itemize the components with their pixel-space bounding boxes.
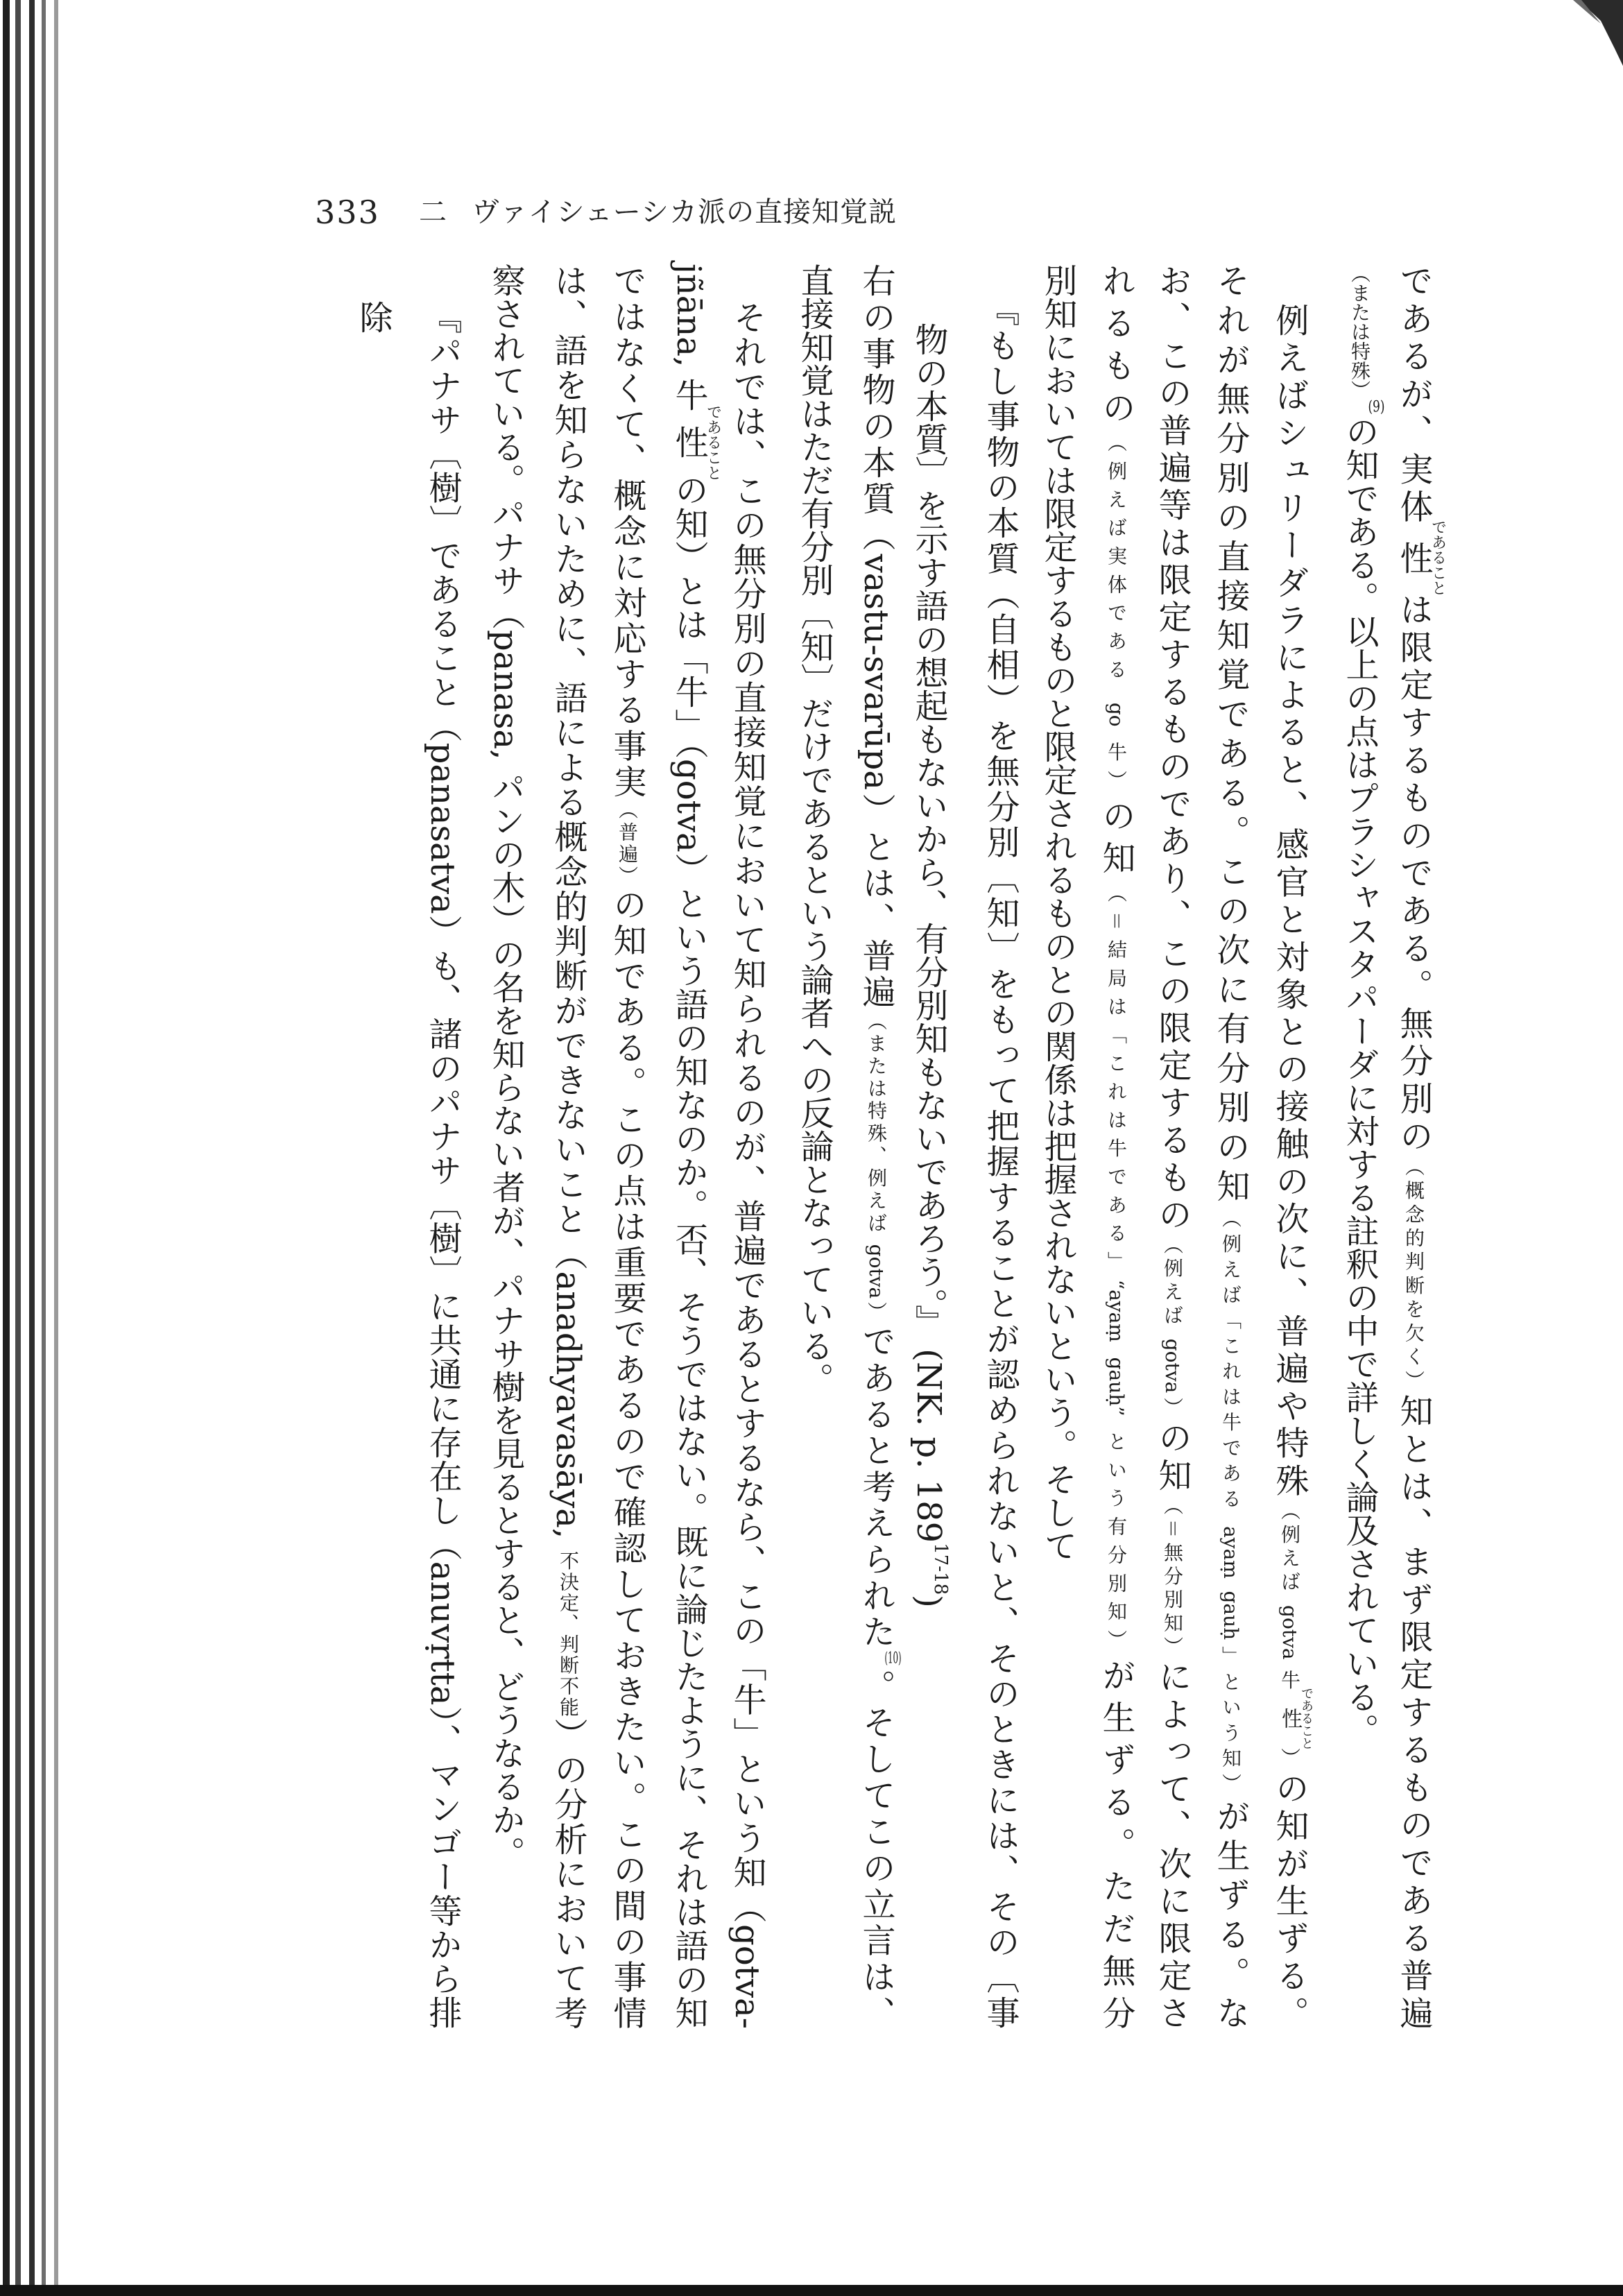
body-text: (NK. p. 189 [909,1338,948,1543]
body-text: は限定するものである。無分別の [1394,588,1433,1157]
superscript-line-range: 17-18 [930,1543,951,1595]
body-text: jñāna, 牛 [669,264,708,412]
inline-annotation: 不決定、判断不能 [557,1550,580,1718]
ruby-base: 性 [1394,519,1433,596]
inline-annotation: （普遍） [616,800,639,888]
body-text: が生ずる。ただ無分 [1097,1658,1135,2030]
inline-annotation: （例えば実体である go 牛） [1105,432,1128,799]
body-text: であると考えられた [857,1323,895,1651]
text-column [841,264,911,2029]
body-text: によって、次に限定さ [1153,1659,1192,2030]
body-text: の知である。以上の点はプラシャスタパーダに対する註釈の中で詳しく論及されている。 [1340,415,1379,1747]
text-column [654,264,723,2029]
text-column [533,264,603,2029]
ruby-base: 性 [669,404,708,481]
ruby-gloss [1394,519,1447,596]
note-reference: (10) [884,1650,902,1666]
body-text: が生ずる。な [1211,1799,1250,2030]
text-column [471,264,540,2029]
body-text: 。そしてこの立言は、 [857,1669,895,2030]
body-text: 別知においては限定するものと限定されるものとの関係は把握されないという。そして [1038,264,1077,1562]
body-text: 例えばシュリーダラによると、感官と対象との接触の次に、普遍や特殊 [1270,303,1309,1501]
body-text: ) [909,1595,948,1608]
body-text: 直接知覚はただ有分別〔知〕だけであるという論者への反論となっている。 [795,264,834,1396]
inline-annotation: （例えば gotva 牛 [1278,1500,1301,1694]
text-column [1325,264,1394,2029]
text-column [780,264,849,2029]
inline-annotation: （例えば gotva） [1161,1234,1184,1421]
text-column [906,323,975,2029]
running-head-title: ヴァイシェーシカ派の直接知覚説 [472,196,897,228]
body-text: の知が生ずる。 [1270,1771,1309,2030]
body-text: の知）とは「牛」（gotva）という語の知なのか。否、そうではない。既に論じたように、それは語の知 [669,472,708,2029]
text-column [592,264,662,2029]
body-text: の知である。この点は重要であるので確認しておきたい。この間の事情 [608,887,646,2030]
inline-annotation: （＝結局は「これは牛である」“ayaṃ gauḥ” という有分別知） [1105,882,1128,1659]
inline-annotation: ） [1278,1743,1301,1772]
body-text: 『パナサ〔樹〕であること（panasatva）も、諸のパナサ〔樹〕に共通に存在し（anuvṛtta）、マンゴー等から排除 [354,300,462,2029]
inline-annotation: （または特殊、例えば gotva） [865,1011,888,1324]
binding-shadow [0,0,62,2285]
inline-annotation: （または特殊） [1348,264,1371,400]
body-text: であるが、実体 [1394,264,1433,527]
page-number: 333 [315,194,380,231]
text-column [354,300,477,2029]
inline-annotation: （概念的判断を欠く） [1402,1156,1425,1394]
body-text: お、この普遍等は限定するものであり、この限定するもの [1153,264,1192,1235]
body-text: の知 [1153,1420,1192,1496]
body-text: それでは、この無分別の直接知覚において知られるのが、普遍であるとするなら、この「牛」という知（gotva- [728,300,766,2029]
body-text: 察されている。パナサ（panasa, パンの木）の名を知らない者が、パナサ樹を見るとすると、どうなるか。 [486,264,525,1869]
body-text: 右の事物の本質（vastu-svarūpa）とは、普遍 [857,264,895,1011]
body-text: は、語を知らないために、語による概念的判断ができないこと（anadhyavasāya, [549,264,587,1551]
ruby-reading: であること [1299,1687,1314,1750]
chapter-number: 二 [419,196,447,228]
body-text: 物の本質〕を示す語の想起もないから、有分別知もないであろう。』 [909,323,948,1338]
running-head [0,0,1623,250]
text-column [965,293,1035,2029]
body-text: 知とは、まず限定するものである普遍 [1394,1394,1433,2030]
body-text: れるもの [1097,264,1135,433]
inline-annotation: （例えば「これは牛である ayaṃ gauḥ」という知） [1219,1208,1242,1799]
ruby-reading: であること [704,404,722,481]
ruby-gloss [669,404,722,481]
body-text: ではなくて、概念に対応する事実 [608,264,646,800]
bottom-scan-edge [0,2285,1623,2296]
ruby-base: 性 [1278,1687,1302,1750]
ruby-gloss [1270,1687,1314,1750]
inline-annotation: （＝無分別知） [1161,1495,1184,1660]
text-column [1255,303,1324,2029]
body-text: ）の分析において考 [549,1717,587,2030]
body-text: それが無分別の直接知覚である。この次に有分別の知 [1211,264,1250,1208]
body-text: 『もし事物の本質（自相）を無分別〔知〕をもって把握することが認められないと、そのときには、その〔事 [981,293,1020,2029]
body-text: の知 [1097,798,1135,883]
note-reference: (9) [1368,400,1385,415]
ruby-reading: であること [1429,519,1447,596]
